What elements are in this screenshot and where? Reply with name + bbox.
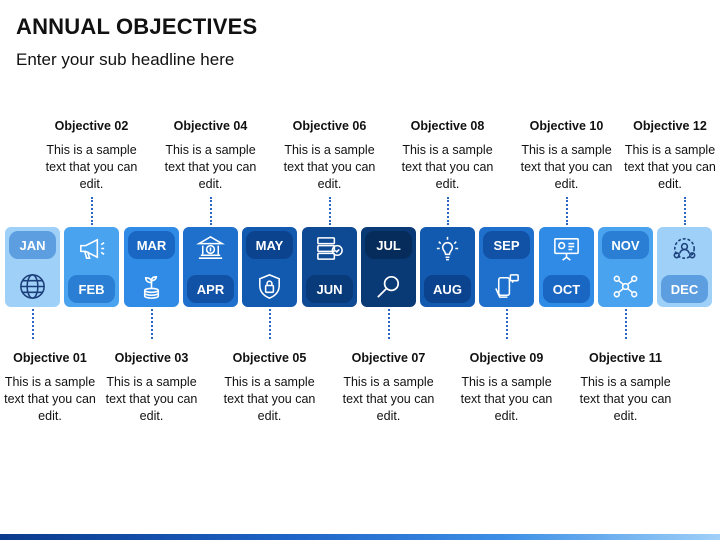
magnifier-icon (373, 271, 404, 302)
month-label: MAR (128, 231, 175, 259)
objective-block-10 (517, 118, 617, 193)
page-subtitle: Enter your sub headline here (16, 50, 235, 69)
month-label: JUL (365, 231, 412, 259)
bank-icon (195, 233, 226, 264)
objective-block-7 (339, 350, 439, 425)
objective-description: This is a sample text that you can edit. (460, 375, 553, 423)
objective-title: Objective 09 (469, 351, 544, 365)
objective-title: Objective 01 (13, 351, 87, 365)
objective-block-9 (457, 350, 557, 425)
team-settings-icon (669, 233, 700, 264)
page-title: ANNUAL OBJECTIVES (16, 14, 258, 39)
objective-description: This is a sample text that you can edit. (520, 143, 613, 191)
month-label: SEP (483, 231, 530, 259)
month-card-feb (64, 227, 119, 307)
objective-title: Objective 02 (54, 119, 129, 133)
month-label: DEC (661, 275, 708, 303)
month-label: APR (187, 275, 234, 303)
objective-title: Objective 07 (351, 351, 426, 365)
month-label: OCT (543, 275, 590, 303)
connector-line (625, 309, 627, 339)
objective-description: This is a sample text that you can edit. (342, 375, 435, 423)
objective-block-3 (102, 350, 202, 425)
presentation-board-icon (551, 233, 582, 264)
month-card-nov (598, 227, 653, 307)
bottom-accent-bar (0, 534, 720, 540)
objective-title: Objective 03 (114, 351, 189, 365)
month-label: NOV (602, 231, 649, 259)
month-label: AUG (424, 275, 471, 303)
objective-title: Objective 12 (633, 119, 707, 133)
team-network-icon (610, 271, 641, 302)
server-check-icon (314, 233, 345, 264)
connector-line (388, 309, 390, 339)
connector-line (566, 197, 568, 225)
objective-block-4 (161, 118, 261, 193)
objective-block-5 (220, 350, 320, 425)
month-label: FEB (68, 275, 115, 303)
idea-bulb-icon (432, 233, 463, 264)
connector-line (329, 197, 331, 225)
objective-title: Objective 05 (232, 351, 307, 365)
objective-title: Objective 08 (410, 119, 485, 133)
objective-description: This is a sample text that you can edit. (4, 375, 96, 423)
objective-description: This is a sample text that you can edit. (105, 375, 198, 423)
objective-description: This is a sample text that you can edit. (223, 375, 316, 423)
shield-lock-icon (254, 271, 285, 302)
connector-line (91, 197, 93, 225)
objective-description: This is a sample text that you can edit. (45, 143, 138, 191)
connector-line (210, 197, 212, 225)
globe-icon (17, 271, 48, 302)
objective-block-12 (620, 118, 720, 193)
objective-block-2 (42, 118, 142, 193)
month-label: JUN (306, 275, 353, 303)
month-label: JAN (9, 231, 56, 259)
objective-description: This is a sample text that you can edit. (283, 143, 376, 191)
connector-line (447, 197, 449, 225)
month-card-oct (539, 227, 594, 307)
month-card-jan (5, 227, 60, 307)
objective-title: Objective 04 (173, 119, 248, 133)
objective-title: Objective 11 (589, 351, 662, 365)
month-card-aug (420, 227, 475, 307)
month-card-jul (361, 227, 416, 307)
megaphone-icon (76, 233, 107, 264)
money-plant-icon (136, 271, 167, 302)
connector-line (32, 309, 34, 339)
objective-block-8 (398, 118, 498, 193)
month-card-jun (302, 227, 357, 307)
connector-line (506, 309, 508, 339)
objective-title: Objective 10 (529, 119, 604, 133)
objective-block-6 (280, 118, 380, 193)
connector-line (151, 309, 153, 339)
objective-block-1 (0, 350, 100, 425)
month-card-sep (479, 227, 534, 307)
objective-description: This is a sample text that you can edit. (579, 375, 672, 423)
objective-description: This is a sample text that you can edit. (164, 143, 257, 191)
connector-line (684, 197, 686, 225)
objective-title: Objective 06 (292, 119, 367, 133)
connector-line (269, 309, 271, 339)
objective-description: This is a sample text that you can edit. (401, 143, 494, 191)
month-card-apr (183, 227, 238, 307)
objective-description: This is a sample text that you can edit. (624, 143, 716, 191)
month-card-may (242, 227, 297, 307)
hand-phone-icon (491, 271, 522, 302)
month-card-mar (124, 227, 179, 307)
month-card-dec (657, 227, 712, 307)
month-label: MAY (246, 231, 293, 259)
objective-block-11 (576, 350, 676, 425)
